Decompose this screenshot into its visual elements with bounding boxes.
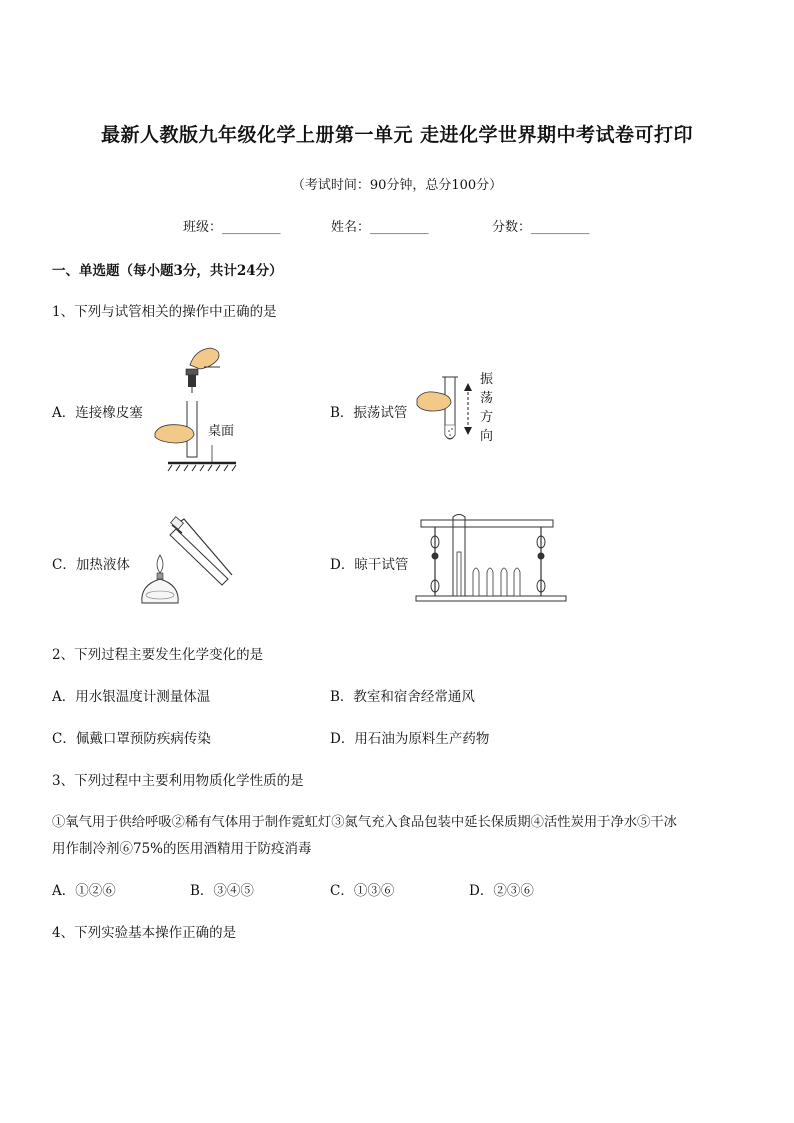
q2-option-b: B．教室和宿舍经常通风 — [330, 689, 475, 705]
q2-option-a: A．用水银温度计测量体温 — [52, 689, 211, 705]
q1-fig-b-char-4: 向 — [480, 429, 494, 444]
q3-option-c: C．①③⑥ — [330, 883, 395, 899]
score-field: 分数：_________ — [492, 220, 590, 235]
q1-fig-b-char-1: 振 — [480, 372, 494, 387]
question-1-stem: 1、下列与试管相关的操作中正确的是 — [52, 304, 277, 320]
q1-option-c: C．加热液体 — [52, 557, 130, 573]
q1-figure-d-test-tube-rack — [413, 512, 570, 604]
q1-option-b: B．振荡试管 — [330, 405, 408, 421]
exam-subtitle: （考试时间：90分钟，总分100分） — [291, 178, 503, 193]
class-field: 班级：_________ — [183, 220, 281, 235]
q1-figure-a-label: 桌面 — [208, 424, 235, 439]
q1-option-a: A．连接橡皮塞 — [52, 405, 143, 421]
q1-fig-b-char-3: 方 — [480, 410, 494, 425]
name-field: 姓名：_________ — [331, 220, 429, 235]
q1-option-d: D．晾干试管 — [330, 557, 409, 573]
section-heading: 一、单选题（每小题3分，共计24分） — [52, 263, 283, 279]
q2-option-c: C．佩戴口罩预防疾病传染 — [52, 731, 211, 747]
q1-figure-c-heat-liquid — [132, 515, 236, 610]
q3-option-a: A．①②⑥ — [52, 883, 116, 899]
question-2-stem: 2、下列过程主要发生化学变化的是 — [52, 647, 264, 663]
question-3-stem: 3、下列过程中主要利用物质化学性质的是 — [52, 773, 304, 789]
q1-figure-a-rubber-stopper — [150, 345, 250, 475]
q1-fig-b-char-2: 荡 — [480, 391, 494, 406]
q1-figure-b-label — [480, 370, 496, 446]
q3-option-b: B．③④⑤ — [190, 883, 254, 899]
question-3-body-line-1: ①氧气用于供给呼吸②稀有气体用于制作霓虹灯③氮气充入食品包装中延长保质期④活性炭用于净水⑤干冰 — [52, 815, 677, 830]
page-title: 最新人教版九年级化学上册第一单元 走进化学世界期中考试卷可打印 — [100, 124, 694, 146]
q3-option-d: D．②③⑥ — [469, 883, 534, 899]
question-3-body-line-2: 用作制冷剂⑥75%的医用酒精用于防疫消毒 — [52, 841, 312, 857]
q2-option-d: D．用石油为原料生产药物 — [330, 731, 490, 747]
question-4-stem: 4、下列实验基本操作正确的是 — [52, 925, 237, 941]
